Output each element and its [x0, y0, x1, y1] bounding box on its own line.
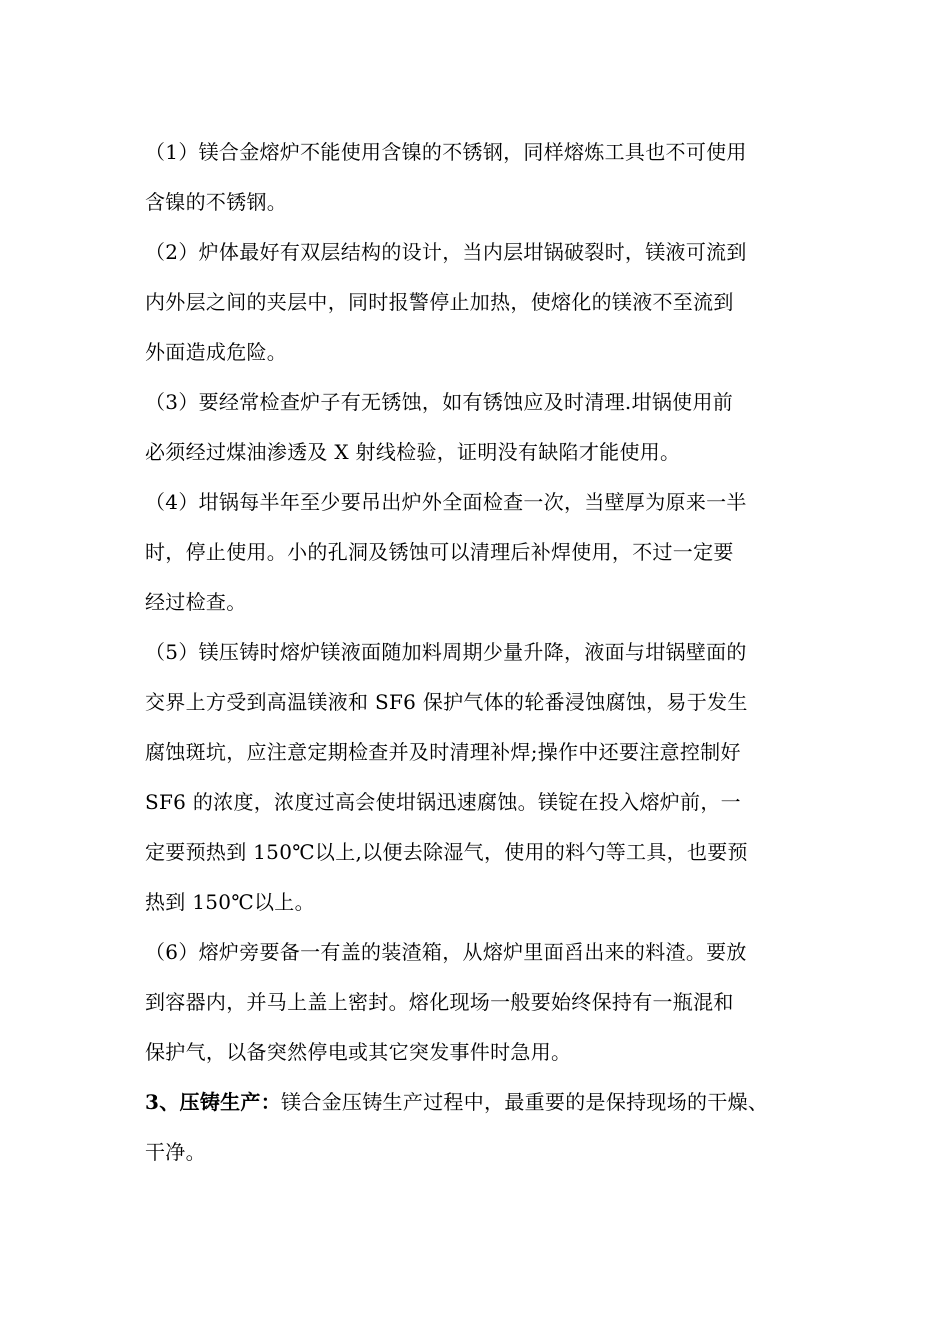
text-line: （5）镁压铸时熔炉镁液面随加料周期少量升降，液面与坩锅壁面的: [145, 640, 747, 664]
paragraph-6: [145, 932, 825, 1082]
text-line: （4）坩锅每半年至少要吊出炉外全面检查一次，当壁厚为原来一半: [145, 490, 747, 514]
text-line: [145, 1082, 825, 1132]
text-line: 腐蚀斑坑，应注意定期检查并及时清理补焊;操作中还要注意控制好: [145, 740, 741, 764]
paragraph-3: [145, 382, 825, 482]
text-line: 到容器内，并马上盖上密封。熔化现场一般要始终保持有一瓶混和: [145, 990, 734, 1014]
document-body: [145, 132, 825, 1182]
text-line: 内外层之间的夹层中，同时报警停止加热，使熔化的镁液不至流到: [145, 290, 734, 314]
paragraph-4: [145, 482, 825, 632]
text-line: 交界上方受到高温镁液和 SF6 保护气体的轮番浸蚀腐蚀，易于发生: [145, 690, 748, 714]
section-text: 镁合金压铸生产过程中，最重要的是保持现场的干燥、: [281, 1090, 769, 1114]
text-line: （6）熔炉旁要备一有盖的装渣箱，从熔炉里面舀出来的料渣。要放: [145, 940, 747, 964]
text-line: SF6 的浓度，浓度过高会使坩锅迅速腐蚀。镁锭在投入熔炉前，一: [145, 790, 741, 814]
text-line: 外面造成危险。: [145, 340, 288, 364]
text-line: 干净。: [145, 1140, 206, 1164]
text-line: 保护气，以备突然停电或其它突发事件时急用。: [145, 1040, 572, 1064]
paragraph-2: [145, 232, 825, 382]
paragraph-5: [145, 632, 825, 932]
text-line: 时，停止使用。小的孔洞及锈蚀可以清理后补焊使用，不过一定要: [145, 540, 734, 564]
text-line: 经过检查。: [145, 590, 247, 614]
text-line: （2）炉体最好有双层结构的设计，当内层坩锅破裂时，镁液可流到: [145, 240, 747, 264]
text-line: 含镍的不锈钢。: [145, 190, 288, 214]
section-heading: 3、压铸生产：: [145, 1090, 282, 1114]
text-line: （3）要经常检查炉子有无锈蚀，如有锈蚀应及时清理.坩锅使用前: [145, 390, 734, 414]
text-line: 必须经过煤油渗透及 X 射线检验，证明没有缺陷才能使用。: [145, 440, 681, 464]
text-line: （1）镁合金熔炉不能使用含镍的不锈钢，同样熔炼工具也不可使用: [145, 140, 747, 164]
section-3-paragraph: [145, 1082, 825, 1182]
paragraph-1: [145, 132, 825, 232]
text-line: 定要预热到 150℃以上,以便去除湿气，使用的料勺等工具，也要预: [145, 840, 748, 864]
text-line: 热到 150℃以上。: [145, 890, 315, 914]
